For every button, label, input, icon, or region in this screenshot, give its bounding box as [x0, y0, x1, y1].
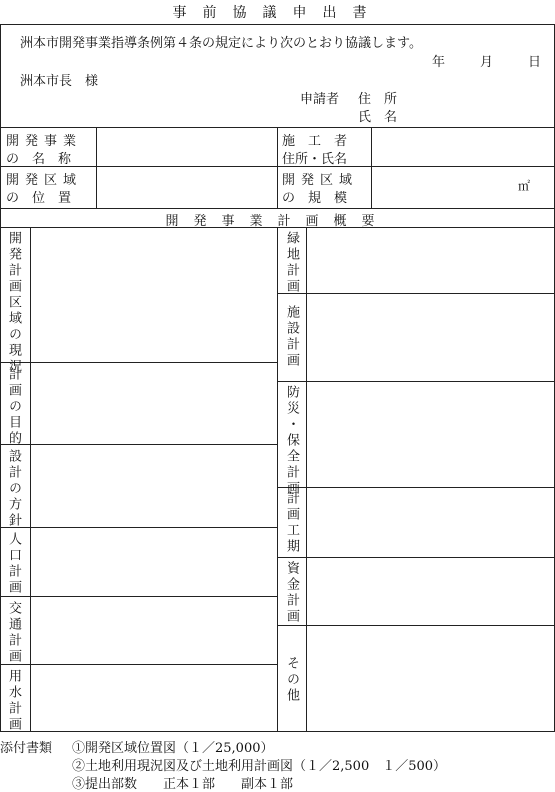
- location-label-2: の 位 置: [6, 191, 72, 206]
- project-name-label-2: の 名 称: [6, 152, 72, 167]
- left-section-field[interactable]: [31, 363, 276, 443]
- page-title: 事前協議申出書: [172, 5, 383, 21]
- addressee-text: 洲本市長 様: [20, 74, 99, 89]
- address-label: 住 所: [358, 92, 398, 107]
- right-section-field[interactable]: [307, 382, 554, 486]
- left-section-field[interactable]: [31, 528, 276, 595]
- right-section-field[interactable]: [307, 558, 554, 624]
- right-section-field[interactable]: [307, 488, 554, 556]
- right-section-field[interactable]: [307, 626, 554, 731]
- left-section-label: 開発計画区域の現況: [6, 231, 21, 375]
- left-section-field[interactable]: [31, 597, 276, 663]
- date-label: 年 月 日: [432, 55, 545, 70]
- statement-text: 洲本市開発事業指導条例第４条の規定により次のとおり協議します。: [20, 36, 422, 51]
- applicant-label: 申請者: [300, 92, 340, 107]
- contractor-label: 施 工 者: [282, 134, 348, 149]
- attachment-item: ②土地利用現況図及び土地利用計画図（１／2,500 １／500）: [72, 759, 447, 774]
- left-section-label: 交通計画: [6, 601, 21, 665]
- left-section-label: 設計の方針: [6, 449, 21, 529]
- scale-label: 開発区域: [282, 173, 359, 188]
- right-section-label: その他: [284, 656, 299, 704]
- attachment-item: ③提出部数 正本１部 副本１部: [72, 777, 294, 792]
- left-section-label: 用水計画: [6, 669, 21, 733]
- right-section-label: 緑地計画: [284, 231, 299, 295]
- left-section-label: 人口計画: [6, 532, 21, 596]
- attachments-label: 添付書類: [0, 741, 53, 756]
- name-label: 氏 名: [358, 110, 398, 125]
- right-section-field[interactable]: [307, 294, 554, 380]
- right-section-label: 計画工期: [284, 491, 299, 555]
- right-section-label: 防災・保全計画: [284, 385, 299, 497]
- left-section-label: 計画の目的: [6, 367, 21, 447]
- left-section-field[interactable]: [31, 665, 276, 731]
- contractor-field[interactable]: [372, 128, 554, 165]
- right-section-label: 施設計画: [284, 305, 299, 369]
- scale-label-2: の 規 模: [282, 191, 348, 206]
- overview-title: 開発事業計画概要: [165, 214, 390, 229]
- attachment-item: ①開発区域位置図（１／25,000）: [72, 741, 274, 756]
- location-field[interactable]: [97, 167, 276, 208]
- left-section-field[interactable]: [31, 228, 276, 361]
- project-name-label: 開発事業: [6, 134, 83, 149]
- right-section-field[interactable]: [307, 228, 554, 292]
- right-section-label: 資金計画: [284, 561, 299, 625]
- location-label: 開発区域: [6, 173, 83, 188]
- contractor-label-2: 住所・氏名: [282, 152, 348, 167]
- project-name-field[interactable]: [97, 128, 276, 165]
- scale-unit: ㎡: [518, 179, 531, 193]
- left-section-field[interactable]: [31, 445, 276, 526]
